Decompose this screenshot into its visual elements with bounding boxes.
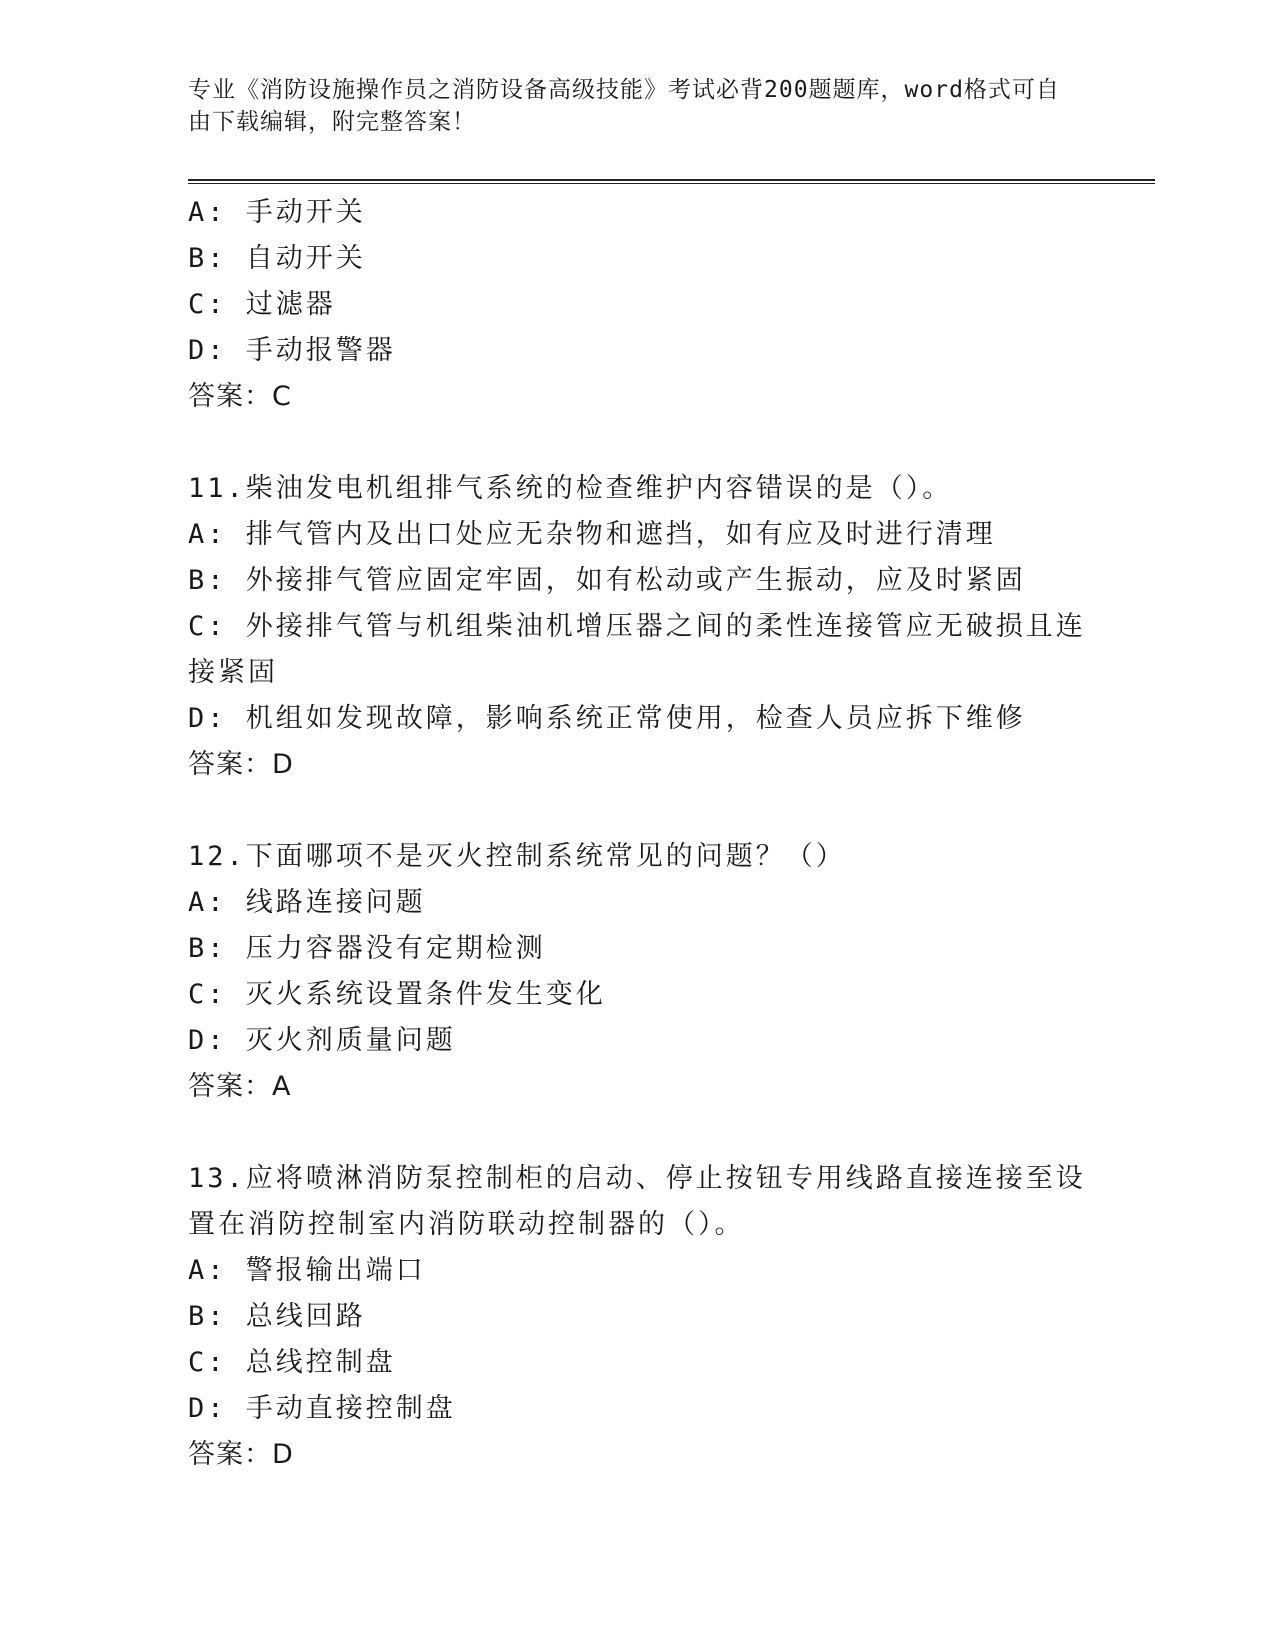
spacer — [188, 420, 1088, 466]
option-d: D: 灭火剂质量问题 — [188, 1025, 456, 1056]
question-block-partial — [188, 190, 1088, 420]
question-text: 12.下面哪项不是灭火控制系统常见的问题？（） — [188, 841, 846, 872]
option-c: C: 总线控制盘 — [188, 1347, 396, 1378]
question-block-11 — [188, 466, 1088, 788]
question-block-12 — [188, 834, 1088, 1110]
answer-line: 答案：D — [188, 749, 294, 780]
option-a: A: 警报输出端口 — [188, 1255, 426, 1286]
question-text: 13.应将喷淋消防泵控制柜的启动、停止按钮专用线路直接连接至设置在消防控制室内消防联动控制器的（）。 — [188, 1163, 1086, 1240]
answer-line: 答案：C — [188, 381, 292, 412]
option-b: B: 总线回路 — [188, 1301, 366, 1332]
option-a: A: 排气管内及出口处应无杂物和遮挡，如有应及时进行清理 — [188, 519, 996, 550]
option-a: A: 线路连接问题 — [188, 887, 426, 918]
option-d: D: 手动直接控制盘 — [188, 1393, 456, 1424]
header-divider — [188, 179, 1155, 184]
option-b: B: 自动开关 — [188, 243, 366, 274]
option-c: C: 外接排气管与机组柴油机增压器之间的柔性连接管应无破损且连接紧固 — [188, 611, 1086, 688]
document-header: 专业《消防设施操作员之消防设备高级技能》考试必背200题题库，word格式可自由下载编辑，附完整答案！ — [188, 77, 1060, 135]
option-a: A: 手动开关 — [188, 197, 366, 228]
question-block-13 — [188, 1156, 1088, 1478]
option-c: C: 灭火系统设置条件发生变化 — [188, 979, 606, 1010]
option-d: D: 机组如发现故障，影响系统正常使用，检查人员应拆下维修 — [188, 703, 1026, 734]
spacer — [188, 1110, 1088, 1156]
question-list — [188, 190, 1088, 1478]
spacer — [188, 788, 1088, 834]
option-b: B: 外接排气管应固定牢固，如有松动或产生振动，应及时紧固 — [188, 565, 1026, 596]
question-text: 11.柴油发电机组排气系统的检查维护内容错误的是（）。 — [188, 473, 953, 504]
answer-line: 答案：D — [188, 1439, 294, 1470]
option-b: B: 压力容器没有定期检测 — [188, 933, 546, 964]
option-d: D: 手动报警器 — [188, 335, 396, 366]
answer-line: 答案：A — [188, 1071, 292, 1102]
option-c: C: 过滤器 — [188, 289, 336, 320]
